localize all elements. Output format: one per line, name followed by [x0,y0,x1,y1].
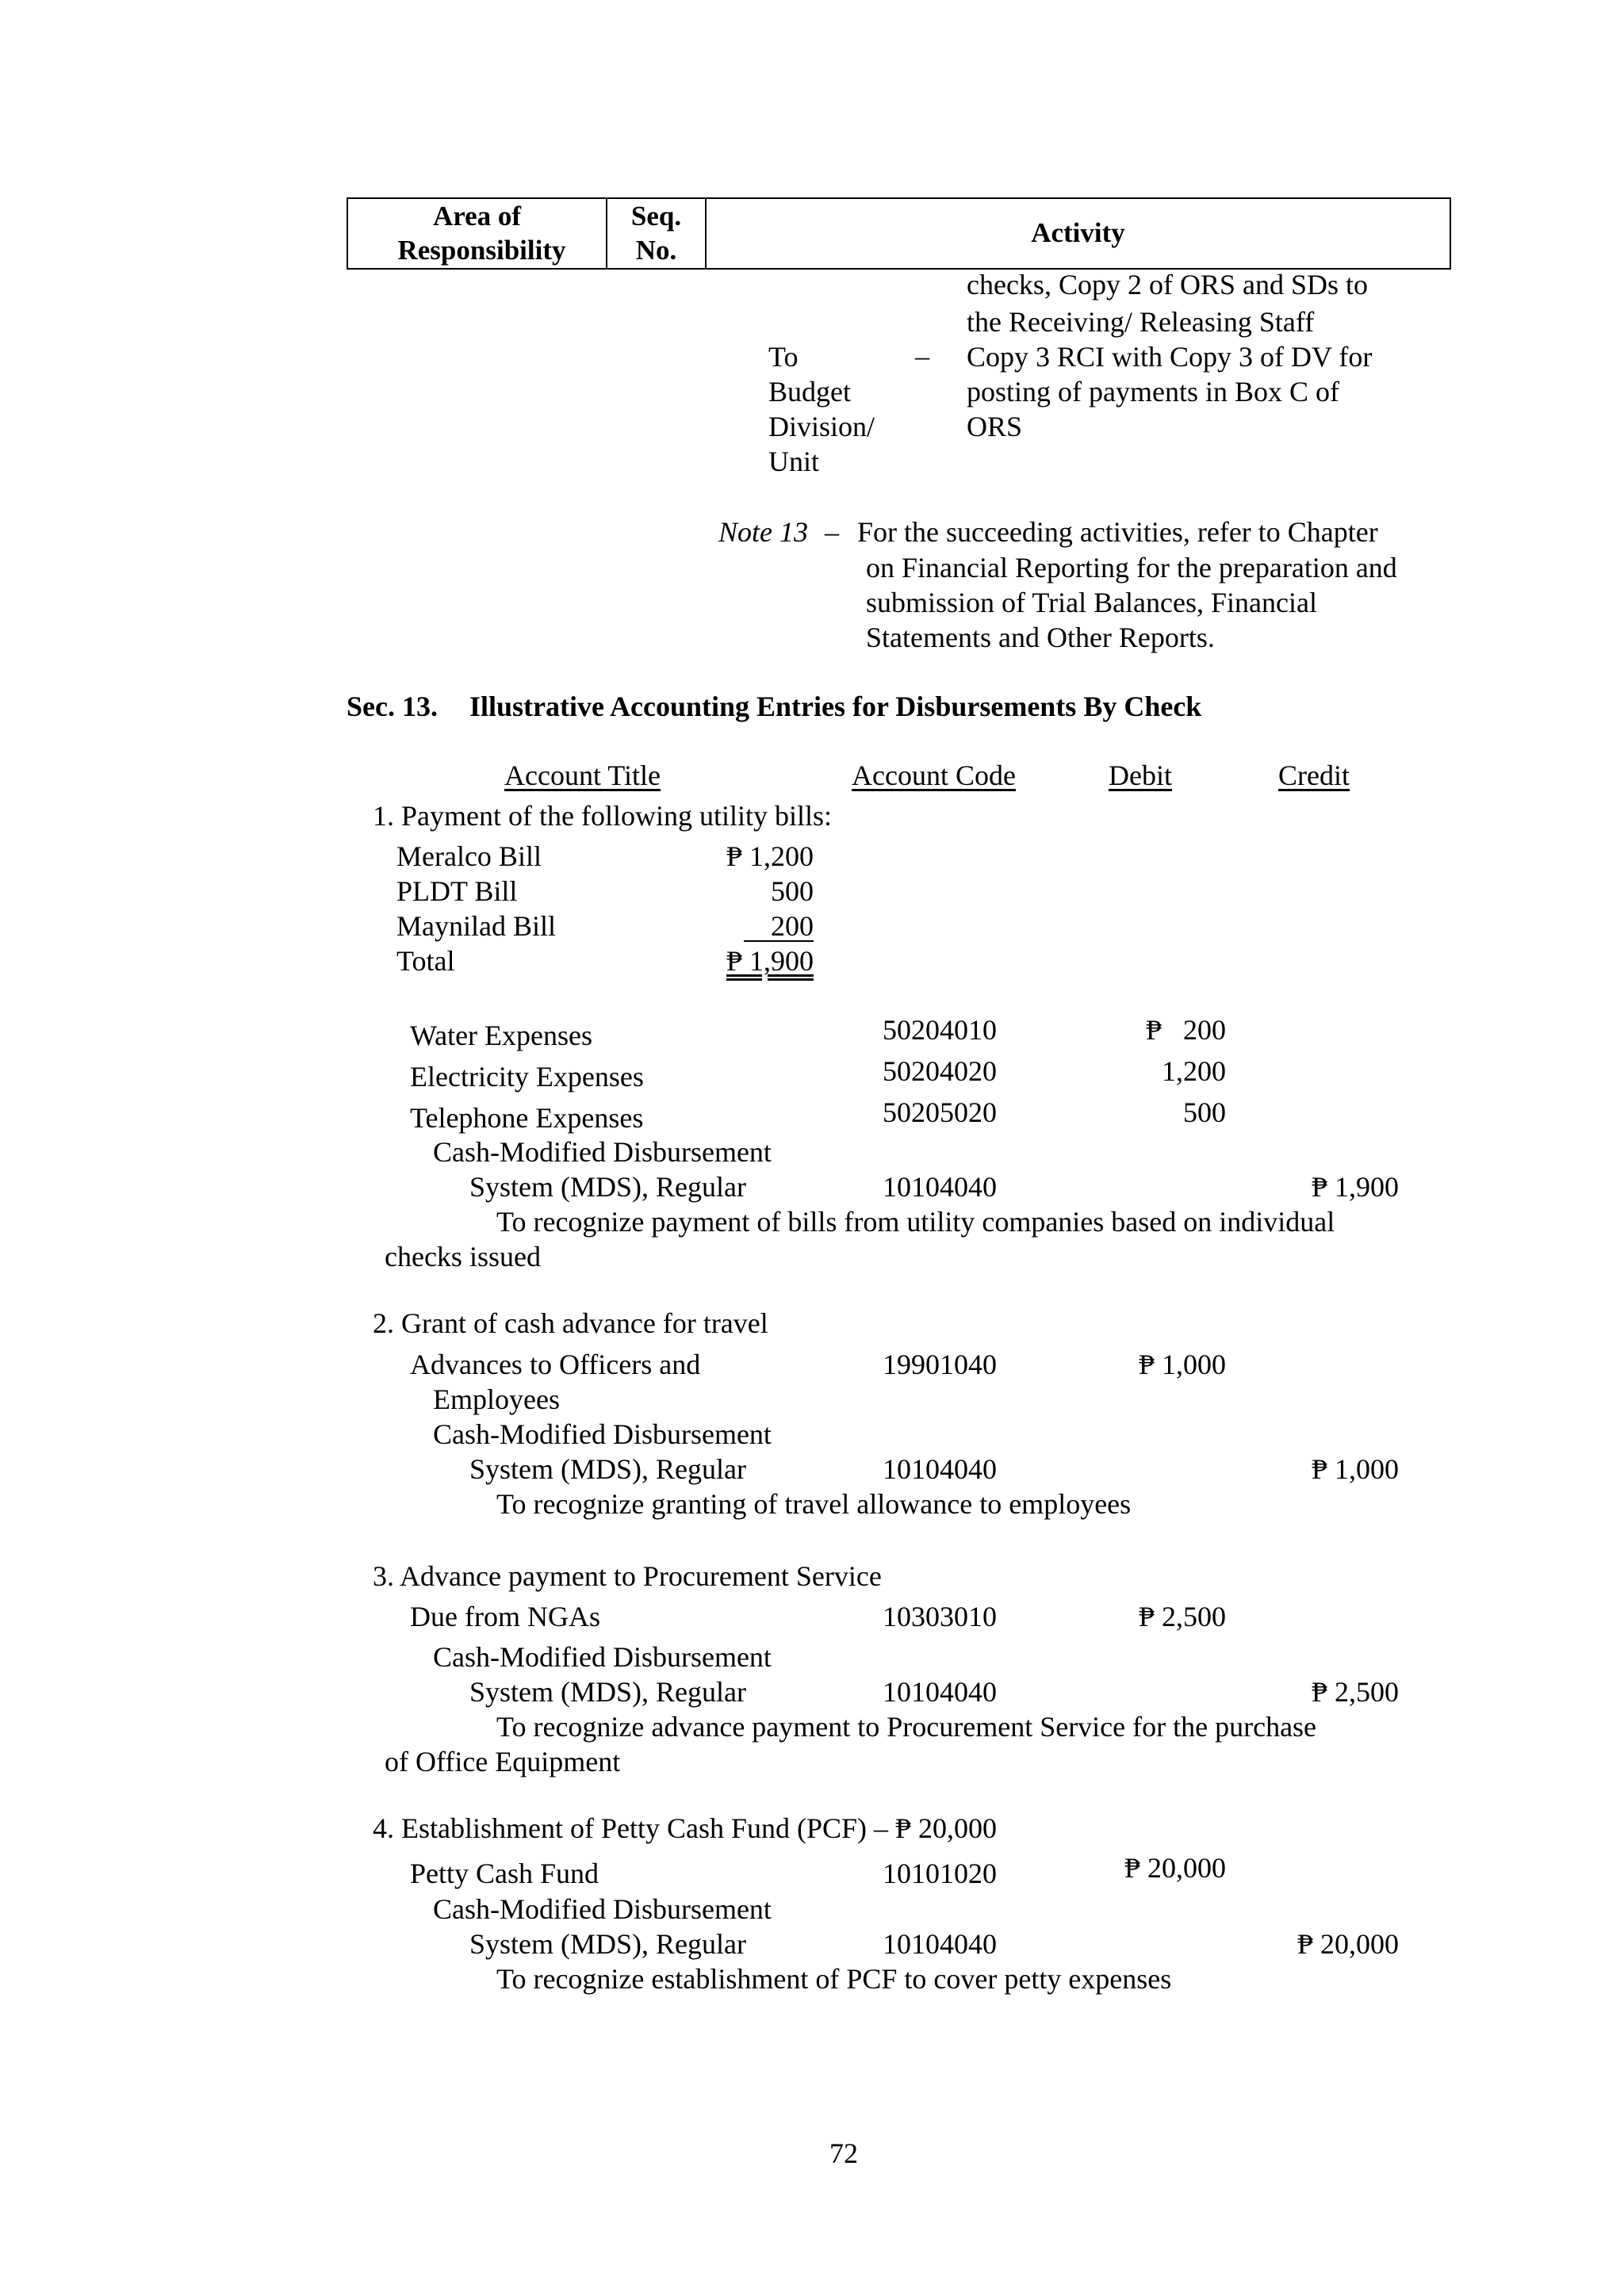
entry-narrative: To recognize establishment of PCF to cover petty expenses [496,1963,1172,1995]
credit-account-title: System (MDS), Regular [469,1928,746,1960]
debit-amount: 500 [1183,1096,1226,1128]
credit-amount: ₱ 20,000 [1297,1928,1399,1960]
to-budget-division [768,339,875,479]
to-line: Unit [768,446,820,477]
bill-total: ₱ 1,900 [726,945,814,977]
debit-amount: ₱ 20,000 [1124,1852,1226,1884]
entry-heading: 1. Payment of the following utility bills: [373,800,832,832]
credit-account-title: System (MDS), Regular [469,1171,746,1203]
activity-line: checks, Copy 2 of ORS and SDs to [967,269,1368,300]
credit-account-code: 10104040 [883,1171,997,1203]
activity-continuation [967,268,1425,339]
credit-account-code: 10104040 [883,1453,997,1485]
column-credit: Credit [1278,760,1350,791]
activity-table-header [347,197,1451,270]
entry-heading: 2. Grant of cash advance for travel [373,1307,768,1339]
debit-amount: ₱ 2,500 [1138,1601,1226,1632]
account-title: Electricity Expenses [410,1061,644,1093]
note-text-continued [866,550,1431,655]
column-account-code: Account Code [852,760,1016,791]
note-line: submission of Trial Balances, Financial [866,587,1317,618]
account-title: Petty Cash Fund [410,1858,599,1889]
bill-name: PLDT Bill [396,875,518,907]
dash: – [915,340,929,372]
account-code: 50204020 [883,1055,997,1087]
entry-narrative: To recognize advance payment to Procurement Service for the purchase [496,1711,1317,1743]
credit-account-title: Cash-Modified Disbursement [433,1893,772,1925]
activity-line: Copy 3 RCI with Copy 3 of DV for [967,341,1373,373]
credit-amount: ₱ 1,900 [1311,1171,1399,1203]
credit-amount: ₱ 2,500 [1311,1676,1399,1708]
header-area-of-responsibility: Area of Responsibility [347,198,607,269]
bill-amount: ₱ 1,200 [726,840,814,872]
credit-account-title: Cash-Modified Disbursement [433,1136,772,1168]
note-line: For the succeeding activities, refer to Chapter [857,516,1378,548]
account-title: Employees [433,1383,560,1415]
activity-line: posting of payments in Box C of [967,376,1339,408]
section-title: Illustrative Accounting Entries for Disbursements By Check [469,691,1202,722]
entry-narrative: checks issued [385,1241,541,1272]
to-line: To [768,341,799,373]
header-seq-no: Seq. No. [607,198,706,269]
account-code: 50205020 [883,1096,997,1128]
credit-account-title: System (MDS), Regular [469,1676,746,1708]
account-title: Due from NGAs [410,1601,600,1632]
note-text [857,515,1431,549]
activity-line: ORS [967,411,1023,442]
credit-account-code: 10104040 [883,1676,997,1708]
activity-line: the Receiving/ Releasing Staff [967,306,1315,339]
note-dash: – [825,516,839,548]
account-title: Water Expenses [410,1020,593,1051]
column-account-title: Account Title [504,760,661,791]
to-line: Division/ [768,411,875,442]
account-code: 50204010 [883,1014,997,1046]
bill-amount: 500 [771,875,814,907]
account-code: 19901040 [883,1349,997,1380]
bill-name: Total [396,945,455,977]
note-line: Statements and Other Reports. [866,622,1215,653]
account-title: Advances to Officers and [410,1349,701,1380]
credit-amount: ₱ 1,000 [1311,1453,1399,1485]
debit-amount: 1,200 [1162,1055,1226,1087]
bill-name: Maynilad Bill [396,910,556,942]
entry-narrative: To recognize payment of bills from utility companies based on individual [496,1206,1335,1238]
entry-narrative: To recognize granting of travel allowance to employees [496,1488,1132,1520]
column-debit: Debit [1109,760,1172,791]
entry-narrative: of Office Equipment [385,1746,621,1777]
header-activity: Activity [706,198,1450,269]
credit-account-title: System (MDS), Regular [469,1453,746,1485]
bill-total-wrap [690,944,814,978]
note-label: Note 13 [718,516,808,548]
account-title: Telephone Expenses [410,1102,644,1134]
page-number: 72 [829,2137,858,2169]
copy-routing-text [967,339,1425,444]
bill-amount: 200 [744,912,814,942]
credit-account-title: Cash-Modified Disbursement [433,1418,772,1450]
credit-account-title: Cash-Modified Disbursement [433,1641,772,1673]
to-line: Budget [768,376,851,408]
bill-name: Meralco Bill [396,840,542,872]
section-number: Sec. 13. [347,691,438,722]
debit-amount: ₱ 200 [1145,1014,1226,1046]
account-code: 10303010 [883,1601,997,1632]
bill-amount-wrap [690,909,814,943]
debit-amount: ₱ 1,000 [1138,1349,1226,1380]
account-code: 10101020 [883,1858,997,1889]
note-line: on Financial Reporting for the preparation and [866,552,1397,584]
credit-account-code: 10104040 [883,1928,997,1960]
entry-heading: 4. Establishment of Petty Cash Fund (PCF) – ₱ 20,000 [373,1812,998,1844]
entry-heading: 3. Advance payment to Procurement Service [373,1560,882,1592]
